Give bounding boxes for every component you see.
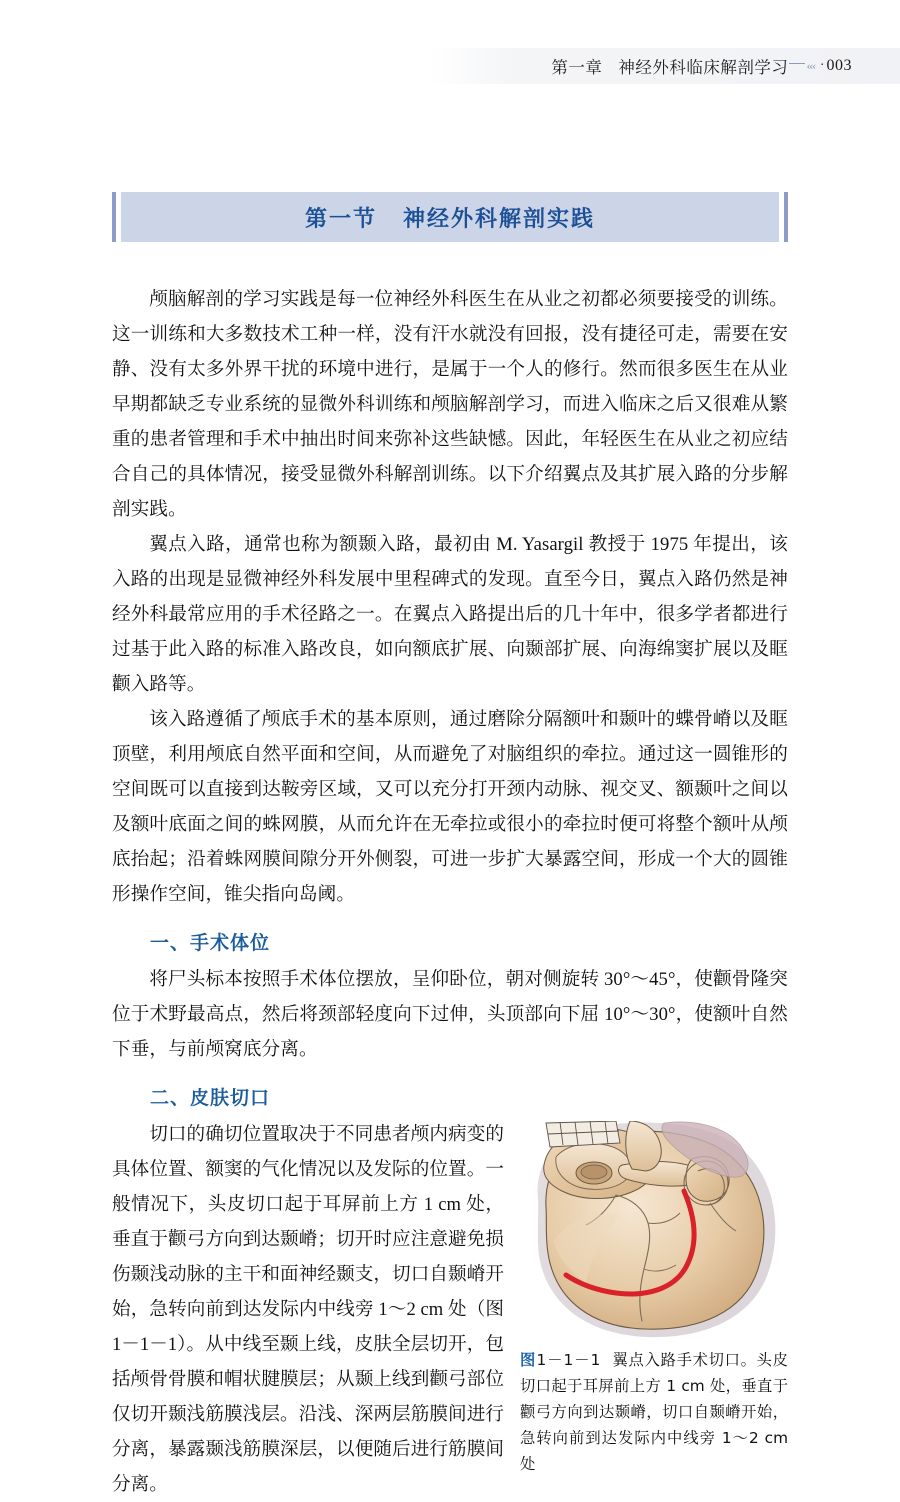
paragraph-intro: 颅脑解剖的学习实践是每一位神经外科医生在从业之初都必须要接受的训练。这一训练和大多数技术工种一样，没有汗水就没有回报，没有捷径可走，需要在安静、没有太多外界干扰的环境中进行，是属于一个人的修行。然而很多医生在从业早期都缺乏专业系统的显微外科训练和颅脑解剖学习，而进入临床之后又很难从繁重的患者管理和手术中抽出时间来弥补这些缺憾。因此，年轻医生在从业之初应结合自己的具体情况，接受显微外科解剖训练。以下介绍翼点及其扩展入路的分步解剖实践。	[112, 289, 788, 520]
page-number: 003	[826, 57, 852, 74]
banner-body	[121, 192, 779, 242]
page-content	[112, 282, 788, 1502]
figure-caption-text: 翼点入路手术切口。头皮切口起于耳屏前上方 1 cm 处，垂直于颧弓方向到达颞嵴，切口自颞嵴开始，急转向前到达发际内中线旁 1～2 cm 处	[520, 1351, 788, 1473]
header-chapter-number: 第一章	[551, 58, 603, 77]
foramen-inner	[581, 1165, 607, 1179]
paragraph-skin-incision: 切口的确切位置取决于不同患者颅内病变的具体位置、额窦的气化情况以及发际的位置。一般情况下，头皮切口起于耳屏前上方 1 cm 处，垂直于颧弓方向到达颞嵴；切开时应注意避免损伤颞浅动脉的主干和面神经颞支，切口自颞嵴开始，急转向前到达发际内中线旁 1～2 cm 处（图 1－1－1）。从中线至颞上线，皮肤全层切开，包括颅骨骨膜和帽状腱膜层；从颞上线到颧弓部位仅切开颞浅筋膜浅层。沿浅、深两层筋膜间进行分离，暴露颞浅筋膜深层，以便随后进行筋膜间分离。	[112, 1124, 504, 1495]
chevron-left-triple-icon: ‹‹‹	[806, 58, 815, 73]
figure-caption	[520, 1347, 788, 1477]
figure-text-wrap-zone	[112, 1117, 788, 1502]
banner-right-accent-bar	[784, 192, 788, 242]
skull-illustration	[520, 1121, 788, 1339]
page-running-header	[430, 48, 900, 84]
header-separator-dot: ·	[819, 58, 825, 73]
skull-illustration-svg	[520, 1121, 788, 1339]
figure-number: 1－1－1	[536, 1351, 602, 1369]
header-chapter-title: 神经外科临床解剖学习	[618, 58, 789, 77]
section-number: 第一节	[304, 206, 377, 232]
subheading-surgical-position: 一、手术体位	[150, 932, 271, 954]
paragraph-pterional-history: 翼点入路，通常也称为额颞入路，最初由 M. Yasargil 教授于 1975 年提出，该入路的出现是显微神经外科发展中里程碑式的发现。直至今日，翼点入路仍然是神经外科最常应用的手术径路之一。在翼点入路提出后的几十年中，很多学者都进行过基于此入路的标准入路改良，如向额底扩展、向颞部扩展、向海绵窦扩展以及眶颧入路等。	[112, 534, 788, 695]
subheading-skin-incision: 二、皮肤切口	[150, 1087, 271, 1109]
teeth-row	[546, 1121, 620, 1147]
paragraph-surgical-position: 将尸头标本按照手术体位摆放，呈仰卧位，朝对侧旋转 30°～45°，使颧骨隆突位于术野最高点，然后将颈部轻度向下过伸，头顶部向下屈 10°～30°，使额叶自然下垂，与前颅窝底分离。	[112, 969, 788, 1060]
section-title: 神经外科解剖实践	[403, 206, 596, 232]
figure-1-1-1	[520, 1121, 788, 1477]
section-title-banner	[112, 192, 788, 242]
header-rule-line	[789, 63, 805, 64]
figure-label: 图	[520, 1351, 537, 1369]
paragraph-skull-base-principles: 该入路遵循了颅底手术的基本原则，通过磨除分隔额叶和颞叶的蝶骨嵴以及眶顶壁，利用颅底自然平面和空间，从而避免了对脑组织的牵拉。通过这一圆锥形的空间既可以直接到达鞍旁区域，又可以充分打开颈内动脉、视交叉、额颞叶之间以及额叶底面之间的蛛网膜，从而允许在无牵拉或很小的牵拉时便可将整个额叶从颅底抬起；沿着蛛网膜间隙分开外侧裂，可进一步扩大暴露空间，形成一个大的圆锥形操作空间，锥尖指向岛阈。	[112, 709, 788, 905]
